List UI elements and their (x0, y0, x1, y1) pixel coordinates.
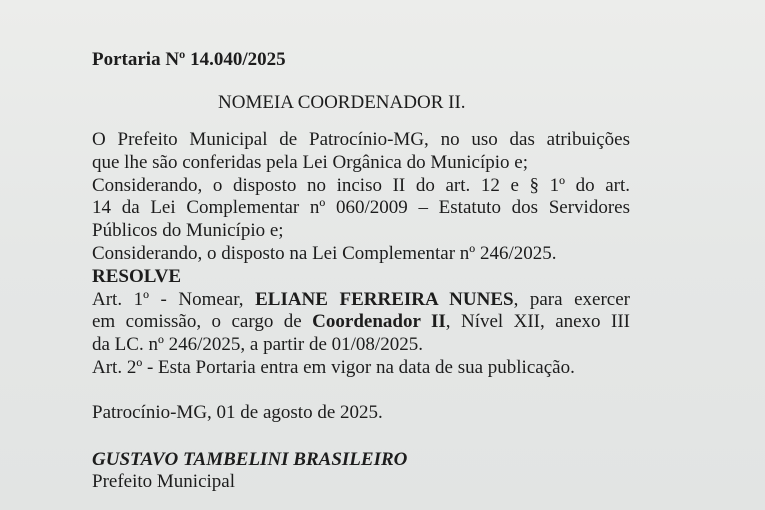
signatory-role: Prefeito Municipal (92, 470, 235, 492)
resolve-label: RESOLVE (92, 265, 182, 287)
portaria-body (92, 129, 652, 380)
preamble-line-3: Considerando, o disposto no inciso II do art. 12 e § 1º do art. (92, 174, 630, 196)
cargo-name: Coordenador II (312, 311, 446, 333)
date-line: Patrocínio-MG, 01 de agosto de 2025. (92, 401, 383, 423)
art1-after-name: , para exercer (513, 288, 630, 310)
nominee-name: ELIANE FERREIRA NUNES (255, 288, 514, 310)
portaria-document (92, 48, 652, 493)
art1-prefix: Art. 1º - Nomear, (92, 288, 256, 310)
art1-line2-prefix: em comissão, o cargo de (92, 311, 313, 333)
art1-line2-suffix: , Nível XII, anexo III (445, 311, 630, 333)
preamble-line-2: que lhe são conferidas pela Lei Orgânica do Município e; (92, 151, 528, 173)
preamble-line-6: Considerando, o disposto na Lei Complementar nº 246/2025. (92, 242, 557, 264)
portaria-heading: NOMEIA COORDENADOR II. (218, 92, 466, 113)
preamble-line-5: Públicos do Município e; (92, 220, 284, 242)
signatory-name: GUSTAVO TAMBELINI BRASILEIRO (92, 448, 408, 470)
art1-line-3: da LC. nº 246/2025, a partir de 01/08/2025. (92, 334, 423, 356)
art2-line: Art. 2º - Esta Portaria entra em vigor na data de sua publicação. (92, 356, 575, 378)
art1-line-1 (92, 289, 630, 312)
portaria-title: Portaria Nº 14.040/2025 (92, 49, 286, 70)
art1-line-2 (92, 311, 630, 334)
preamble-line-1: O Prefeito Municipal de Patrocínio-MG, no uso das atribuições (92, 129, 630, 150)
preamble-line-4: 14 da Lei Complementar nº 060/2009 – Estatuto dos Servidores (92, 197, 630, 219)
